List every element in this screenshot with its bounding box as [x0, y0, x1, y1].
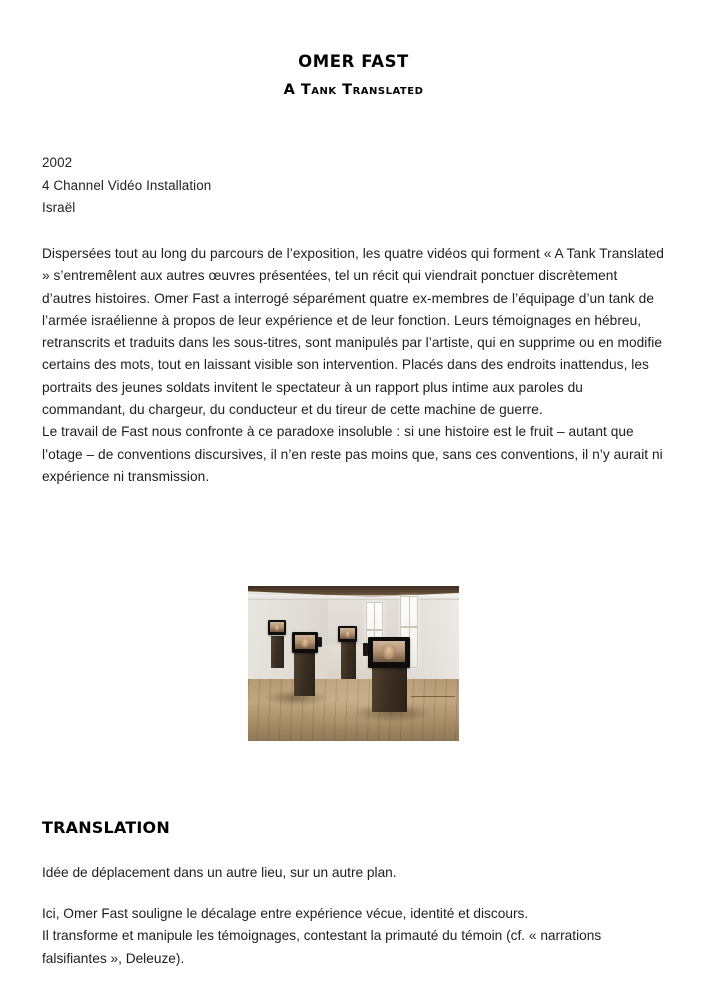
- monitor-screen: [270, 622, 284, 632]
- monitor-screen: [373, 641, 406, 662]
- portrait-face: [301, 637, 310, 647]
- description-block: [42, 243, 664, 488]
- photo-scene: [248, 586, 459, 741]
- video-monitor-front: [368, 637, 410, 668]
- description-paragraph-2: Le travail de Fast nous confronte à ce paradoxe insoluble : si une histoire est le fruit – autant que l’otage – de conventions discursives, il n’en reste pas moins que, sans ces conventions, il n’y aurait ni expérience ni transmission.: [42, 424, 663, 484]
- portrait-face: [344, 630, 351, 638]
- monitor-screen: [340, 628, 355, 639]
- floor-cable: [411, 696, 455, 697]
- monitor-plinth-left: [294, 653, 315, 696]
- video-monitor-far: [268, 620, 286, 635]
- artwork-metadata: [42, 152, 664, 220]
- artwork-title: A Tank Translated: [283, 81, 424, 98]
- translation-heading: TRANSLATION: [42, 818, 170, 837]
- installation-photograph: [248, 586, 459, 741]
- description-paragraph-1: Dispersées tout au long du parcours de l’exposition, les quatre vidéos qui forment « A Tank Translated » s’entremêlent aux autres œuvres présentées, tel un récit qui viendrait ponctuer discrètement d’autres histoires. Omer Fast a interrogé séparément quatre ex-membres de l’équipage d’un tank de l’armée israélienne à propos de leur expérience et de leur fonction. Leurs témoignages en hébreu, retranscrits et traduits dans les sous-titres, sont manipulés par l’artiste, qui en supprime ou en modifie certains des mots, tout en laissant visible son intervention. Placés dans des endroits inattendus, les portraits des jeunes soldats invitent le spectateur à un rapport plus intime aux paroles du commandant, du chargeur, du conducteur et du tireur de cette machine de guerre.: [42, 246, 664, 418]
- monitor-plinth-front: [372, 664, 407, 712]
- wall-cornice: [248, 597, 459, 600]
- speaker-left: [318, 637, 322, 647]
- translation-line-2: Ici, Omer Fast souligne le décalage entre expérience vécue, identité et discours.: [42, 906, 529, 921]
- video-monitor-left: [292, 632, 318, 653]
- portrait-face: [274, 624, 280, 631]
- monitor-plinth-middle: [341, 641, 356, 679]
- portrait-face: [382, 645, 396, 660]
- title-block: [0, 52, 707, 99]
- translation-line-1: Idée de déplacement dans un autre lieu, sur un autre plan.: [42, 865, 397, 880]
- metadata-medium: 4 Channel Vidéo Installation: [42, 177, 212, 193]
- monitor-plinth-far: [271, 636, 284, 668]
- monitor-screen: [295, 635, 315, 649]
- artist-name: OMER FAST: [298, 52, 409, 71]
- metadata-year: 2002: [42, 155, 73, 170]
- metadata-country: Israël: [42, 200, 76, 215]
- translation-body: [42, 903, 664, 970]
- translation-line-3: Il transforme et manipule les témoignages, contestant la primauté du témoin (cf. « narrations falsifiantes », Deleuze).: [42, 928, 602, 966]
- speaker-front: [363, 643, 368, 656]
- video-monitor-middle: [338, 626, 357, 642]
